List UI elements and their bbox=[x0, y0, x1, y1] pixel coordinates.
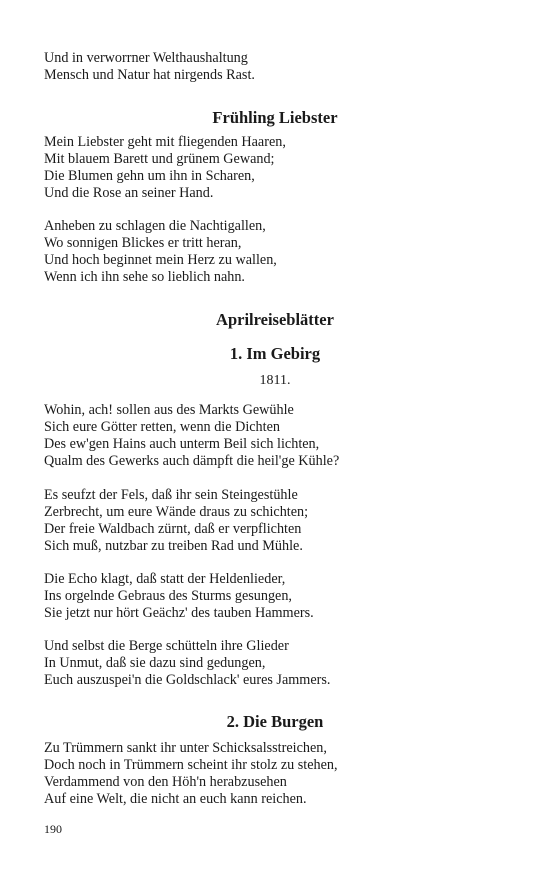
verse-line: Zerbrecht, um eure Wände draus zu schichten; bbox=[44, 504, 309, 520]
stanza bbox=[44, 571, 314, 622]
verse-line: Euch auszuspei'n die Goldschlack' eures Jammers. bbox=[44, 672, 331, 688]
intro-stanza bbox=[44, 50, 255, 84]
verse-line: Wohin, ach! sollen aus des Markts Gewühle bbox=[44, 402, 294, 418]
verse-line: Der freie Waldbach zürnt, daß er verpflichten bbox=[44, 521, 302, 537]
verse-line: Des ew'gen Hains auch unterm Beil sich lichten, bbox=[44, 436, 320, 452]
verse-line: Auf eine Welt, die nicht an euch kann reichen. bbox=[44, 791, 307, 807]
verse-line: Und selbst die Berge schütteln ihre Glieder bbox=[44, 638, 289, 654]
page-number: 190 bbox=[44, 822, 62, 836]
verse-line: Verdammend von den Höh'n herabzusehen bbox=[44, 774, 287, 790]
verse-line: Und die Rose an seiner Hand. bbox=[44, 185, 214, 201]
stanza bbox=[44, 402, 339, 470]
poem-title: Frühling Liebster bbox=[212, 108, 338, 127]
verse-line: Doch noch in Trümmern scheint ihr stolz zu stehen, bbox=[44, 757, 338, 773]
poem-title: Aprilreiseblätter bbox=[216, 310, 334, 329]
stanza bbox=[44, 218, 277, 286]
verse-line: Sich muß, nutzbar zu treiben Rad und Mühle. bbox=[44, 538, 303, 554]
verse-line: Es seufzt der Fels, daß ihr sein Steingestühle bbox=[44, 487, 298, 503]
verse-line: Qualm des Gewerks auch dämpft die heil'ge Kühle? bbox=[44, 453, 340, 469]
verse-line: Zu Trümmern sankt ihr unter Schicksalsstreichen, bbox=[44, 740, 327, 756]
verse-line: Wenn ich ihn sehe so lieblich nahn. bbox=[44, 269, 245, 285]
stanza bbox=[44, 134, 286, 202]
verse-line: Die Blumen gehn um ihn in Scharen, bbox=[44, 168, 255, 184]
verse-line: Sie jetzt nur hört Geächz' des tauben Hammers. bbox=[44, 605, 314, 621]
verse-line: Anheben zu schlagen die Nachtigallen, bbox=[44, 218, 266, 234]
verse-line: Sich eure Götter retten, wenn die Dichten bbox=[44, 419, 280, 435]
verse-line: Ins orgelnde Gebraus des Sturms gesungen, bbox=[44, 588, 292, 604]
verse-line: Und hoch beginnet mein Herz zu wallen, bbox=[44, 252, 277, 268]
verse-line: Und in verworrner Welthaushaltung bbox=[44, 50, 248, 66]
verse-line: Mein Liebster geht mit fliegenden Haaren, bbox=[44, 134, 286, 150]
poem-date: 1811. bbox=[259, 373, 291, 388]
stanza bbox=[44, 638, 330, 689]
stanza bbox=[44, 740, 338, 808]
section-title: 2. Die Burgen bbox=[226, 712, 324, 731]
verse-line: Die Echo klagt, daß statt der Heldenlieder, bbox=[44, 571, 286, 587]
section-title: 1. Im Gebirg bbox=[229, 344, 321, 363]
verse-line: Mensch und Natur hat nirgends Rast. bbox=[44, 67, 255, 83]
verse-line: Wo sonnigen Blickes er tritt heran, bbox=[44, 235, 242, 251]
verse-line: Mit blauem Barett und grünem Gewand; bbox=[44, 151, 275, 167]
verse-line: In Unmut, daß sie dazu sind gedungen, bbox=[44, 655, 266, 671]
stanza bbox=[44, 487, 308, 555]
